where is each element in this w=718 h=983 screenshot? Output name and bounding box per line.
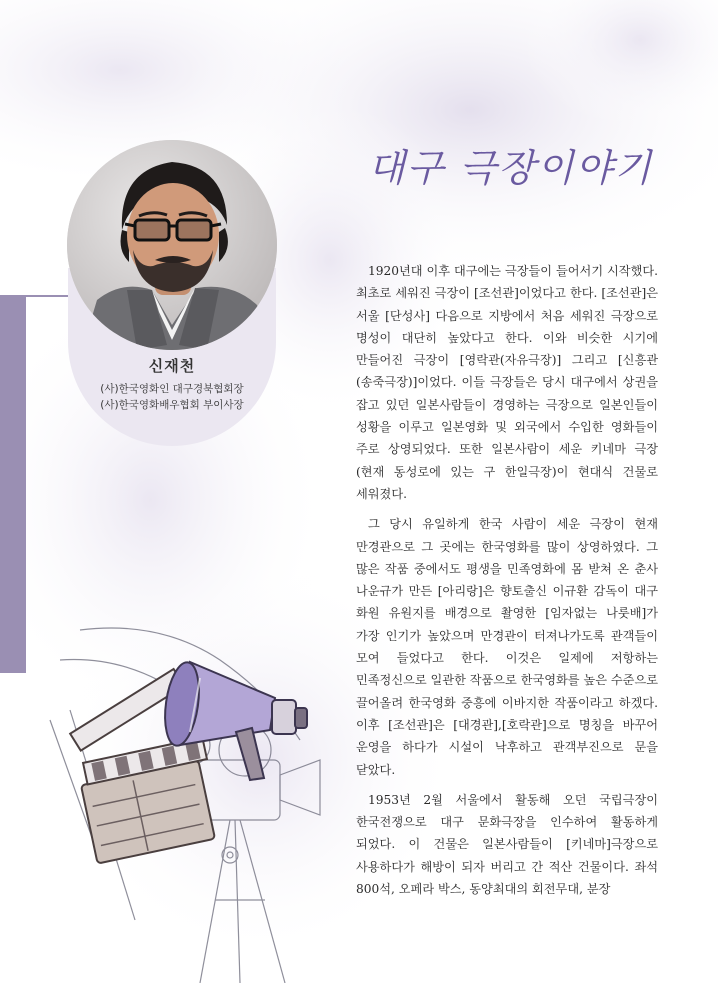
paragraph: 1920년대 이후 대구에는 극장들이 들어서기 시작했다. 최초로 세워진 극장이 [조선관]이었다고 한다. [조선관]은 서울 [단성사] 다음으로 지방에서 처음 세워진 극장으로 명성이 대단히 높았다고 한다. 이와 비슷한 시기에 만들어진 극장이 [영락관(자유극장)] 그리고 [신흥관(송죽극장)]이었다. 이들 극장들은 당시 대구에서 상권을 잡고 있던 일본사람들이 경영하는 극장으로 일본인들이 성황을 이루고 일본영화 및 외국에서 수입한 영화들이 주로 상영되었다. 또한 일본사람이 세운 키네마 극장(현재 동성로에 있는 구 한일극장)이 현대식 건물로 세워졌다. bbox=[356, 264, 658, 501]
author-role-2: (사)한국영화배우협회 부이사장 bbox=[100, 399, 244, 411]
article-body bbox=[356, 260, 658, 908]
side-accent-bar bbox=[0, 295, 26, 673]
paragraph: 1953년 2월 서울에서 활동해 오던 국립극장이 한국전쟁으로 대구 문화극장을 인수하여 활동하게 되었다. 이 건물은 일본사람들이 [키네마]극장으로 사용하다가 해방이 되자 버리고 간 적산 건물이다. 좌석 800석, 오페라 박스, 동양최대의 회전무대, 분장 bbox=[356, 792, 658, 897]
author-name: 신재천 bbox=[148, 357, 196, 375]
cinema-illustration bbox=[40, 600, 350, 983]
author-photo bbox=[67, 140, 277, 350]
paragraph: 그 당시 유일하게 한국 사람이 세운 극장이 현재 만경관으로 그 곳에는 한국영화를 많이 상영하였다. 그 많은 작품 중에서도 평생을 민족영화에 몸 받쳐 온 춘사 나운규가 만든 [아리랑]은 향토출신 이규환 감독이 대구 화원 유원지를 배경으로 촬영한 [임자없는 나룻배]가 가장 인기가 높았으며 만경관이 터져나가도록 관객들이 모여 들었다고 한다. 이것은 일제에 저항하는 민족정신으로 일관한 작품으로 한국영화를 높은 수준으로 끌어올려 한국영화 중흥에 이바지한 작품이라고 하겠다. 이후 [조선관]은 [대경관],[호락관]으로 명칭을 바꾸어 운영을 하다가 시설이 낙후하고 관객부진으로 문을 닫았다. bbox=[356, 517, 658, 777]
portrait-image bbox=[67, 140, 277, 350]
page-title: 대구 극장이야기 bbox=[368, 146, 654, 190]
author-role-1: (사)한국영화인 대구경북협회장 bbox=[100, 383, 244, 395]
